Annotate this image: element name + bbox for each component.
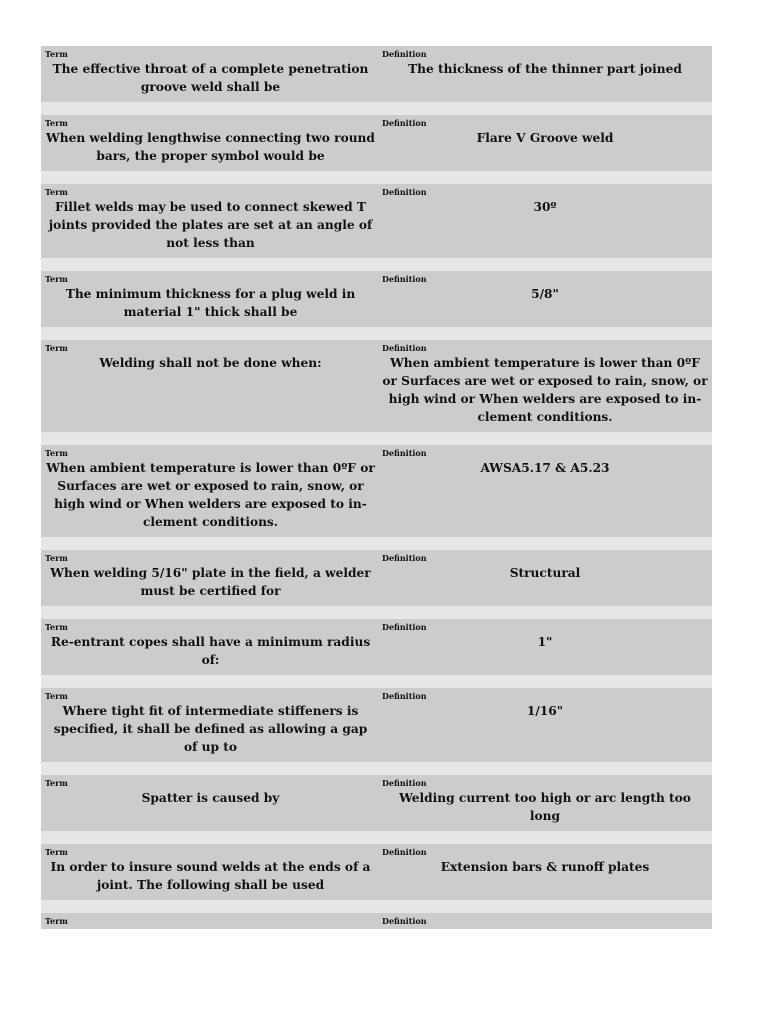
term-text: Re-entrant copes shall have a minimum radius of: [50, 635, 371, 667]
card-divider [41, 537, 712, 550]
term-column [41, 445, 378, 537]
flashcard [41, 619, 712, 675]
term-column [41, 913, 378, 929]
term-text: Welding shall not be done when: [99, 356, 322, 370]
term-text: The minimum thickness for a plug weld in material 1" thick shall be [65, 287, 356, 319]
term-text: Where tight fit of intermediate stiffeners is specified, it shall be defined as allowing a gap of up to [53, 704, 368, 754]
flashcard [41, 115, 712, 171]
card-divider [41, 432, 712, 445]
definition-label: Definition [382, 622, 427, 632]
flashcard [41, 445, 712, 537]
term-column [41, 844, 378, 900]
term-column [41, 46, 378, 102]
definition-column [378, 913, 712, 929]
term-label: Term [45, 553, 68, 563]
card-divider [41, 606, 712, 619]
definition-column [378, 184, 712, 258]
card-divider [41, 831, 712, 844]
term-label: Term [45, 448, 68, 458]
definition-text: 1/16" [526, 704, 564, 718]
definition-text: Structural [509, 566, 581, 580]
term-label: Term [45, 118, 68, 128]
flashcard [41, 340, 712, 432]
card-divider [41, 102, 712, 115]
flashcard [41, 844, 712, 900]
term-text: When welding lengthwise connecting two round bars, the proper symbol would be [46, 131, 375, 163]
term-column [41, 115, 378, 171]
definition-label: Definition [382, 343, 427, 353]
term-label: Term [45, 49, 68, 59]
definition-column [378, 115, 712, 171]
card-divider [41, 675, 712, 688]
term-label: Term [45, 916, 68, 926]
term-text: In order to insure sound welds at the ends of a joint. The following shall be used [50, 860, 371, 892]
definition-label: Definition [382, 916, 427, 926]
definition-label: Definition [382, 187, 427, 197]
definition-column [378, 688, 712, 762]
term-column [41, 688, 378, 762]
term-label: Term [45, 847, 68, 857]
flashcard [41, 271, 712, 327]
term-column [41, 184, 378, 258]
flashcard [41, 550, 712, 606]
term-column [41, 619, 378, 675]
definition-column [378, 46, 712, 102]
flashcard [41, 913, 712, 929]
term-text: When ambient temperature is lower than 0ºF or Surfaces are wet or exposed to rain, snow, or high wind or When welders are exposed to in-clement conditions. [46, 461, 375, 529]
term-column [41, 340, 378, 432]
term-label: Term [45, 187, 68, 197]
definition-column [378, 775, 712, 831]
card-divider [41, 762, 712, 775]
term-label: Term [45, 343, 68, 353]
definition-label: Definition [382, 778, 427, 788]
definition-text: 1" [537, 635, 553, 649]
definition-label: Definition [382, 274, 427, 284]
definition-column [378, 619, 712, 675]
term-text: The effective throat of a complete penetration groove weld shall be [52, 62, 369, 94]
card-divider [41, 327, 712, 340]
term-text: Spatter is caused by [141, 791, 280, 805]
definition-label: Definition [382, 691, 427, 701]
definition-label: Definition [382, 118, 427, 128]
definition-column [378, 271, 712, 327]
term-text: Fillet welds may be used to connect skewed T joints provided the plates are set at an angle of not less than [48, 200, 373, 250]
term-column [41, 775, 378, 831]
definition-label: Definition [382, 448, 427, 458]
definition-column [378, 445, 712, 537]
term-label: Term [45, 691, 68, 701]
definition-text: 30º [533, 200, 557, 214]
card-divider [41, 258, 712, 271]
definition-text: When ambient temperature is lower than 0ºF or Surfaces are wet or exposed to rain, snow, or high wind or When welders are exposed to in-clement conditions. [382, 356, 708, 424]
definition-text: Flare V Groove weld [476, 131, 614, 145]
term-column [41, 271, 378, 327]
definition-text: Welding current too high or arc length too long [399, 791, 691, 823]
definition-text: The thickness of the thinner part joined [408, 62, 682, 76]
term-label: Term [45, 778, 68, 788]
definition-column [378, 844, 712, 900]
term-label: Term [45, 274, 68, 284]
flashcard [41, 184, 712, 258]
flashcard-sheet [41, 46, 712, 929]
flashcard [41, 775, 712, 831]
definition-label: Definition [382, 553, 427, 563]
flashcard [41, 46, 712, 102]
term-column [41, 550, 378, 606]
definition-text: 5/8" [531, 287, 559, 301]
definition-text: AWSA5.17 & A5.23 [480, 461, 610, 475]
card-divider [41, 171, 712, 184]
definition-label: Definition [382, 847, 427, 857]
definition-text: Extension bars & runoff plates [440, 860, 650, 874]
definition-label: Definition [382, 49, 427, 59]
card-divider [41, 900, 712, 913]
definition-column [378, 340, 712, 432]
term-text: When welding 5/16" plate in the field, a welder must be certified for [50, 566, 371, 598]
definition-column [378, 550, 712, 606]
flashcard [41, 688, 712, 762]
term-label: Term [45, 622, 68, 632]
